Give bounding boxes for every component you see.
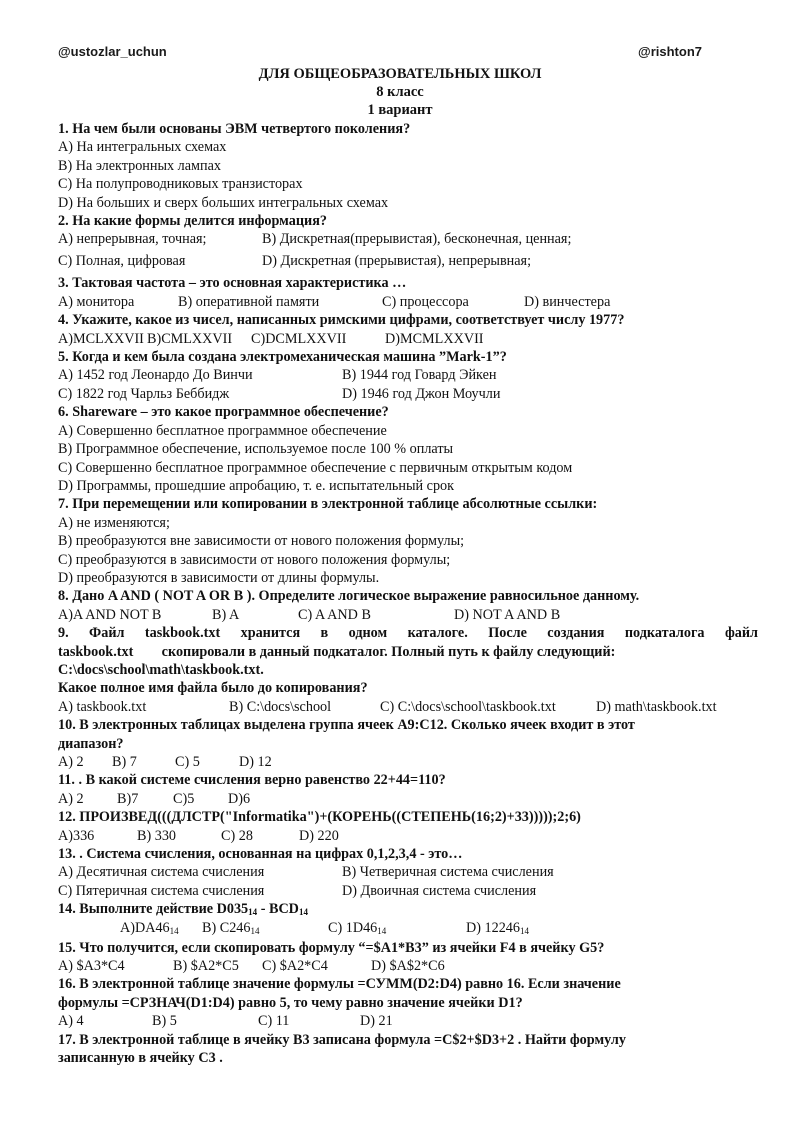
q1-option-c: C) На полупроводниковых транзисторах — [58, 176, 303, 193]
question-16-line-1: 16. В электронной таблице значение формулы =СУММ(D2:D4) равно 16. Если значение — [58, 976, 621, 993]
q11-option-b: B)7 — [117, 790, 139, 807]
q12-option-a: A)336 — [58, 827, 95, 844]
q12-option-b: B) 330 — [137, 827, 177, 844]
q9-option-c: C) C:\docs\school\taskbook.txt — [380, 698, 556, 715]
q15-option-b: B) $A2*C5 — [173, 958, 239, 975]
q16-option-a: A) 4 — [58, 1013, 84, 1030]
q11-option-c: C)5 — [173, 790, 195, 807]
q14-option-d: D) $12246_{14}$ — [466, 919, 529, 936]
question-14: 14. Выполните действие $D035_{14} - BCD_{14}$ — [58, 901, 308, 918]
question-9-line-1: 9. Файл taskbook.txt хранится в одном каталоге. После создания подкаталога файл — [58, 625, 758, 642]
q13-option-a: A) Десятичная система счисления — [58, 864, 265, 881]
left-channel-handle: @ustozlar_uchun — [58, 44, 167, 59]
question-10-line-2: диапазон? — [58, 735, 124, 752]
question-11: 11. . В какой системе счисления верно равенство 22+44=110? — [58, 772, 446, 789]
q15-option-d: D) $A$2*C6 — [371, 958, 445, 975]
question-6: 6. Shareware – это какое программное обеспечение? — [58, 404, 389, 421]
q5-option-d: D) 1946 год Джон Моучли — [342, 385, 501, 402]
q3-option-d: D) винчестера — [524, 293, 611, 310]
q11-option-d: D)6 — [228, 790, 251, 807]
question-13: 13. . Система счисления, основанная на цифрах 0,1,2,3,4 - это… — [58, 846, 463, 863]
q3-option-a: A) монитора — [58, 293, 135, 310]
q10-option-c: C) 5 — [175, 754, 200, 770]
q1-option-d: D) На больших и сверх больших интегральных схемах — [58, 194, 389, 211]
question-9-ask: Какое полное имя файла было до копирования? — [58, 680, 368, 697]
right-channel-handle: @rishton7 — [638, 44, 702, 59]
q9-option-a: A) taskbook.txt — [58, 698, 147, 715]
q1-option-b: B) На электронных лампах — [58, 157, 221, 174]
question-list — [58, 120, 758, 1068]
q14-option-a: $A)DA46_{14}$ — [120, 919, 179, 936]
q15-option-a: A) $A3*C4 — [58, 958, 125, 975]
q2-option-a: A) непрерывная, точная; — [58, 231, 207, 248]
grade-label: 8 класс — [376, 84, 424, 100]
q9-option-b: B) C:\docs\school — [229, 698, 332, 715]
q7-option-b: B) преобразуются вне зависимости от нового положения формулы; — [58, 533, 465, 550]
q8-option-b: B) A — [212, 606, 240, 623]
q2-option-b: B) Дискретная(прерывистая), бесконечная, ценная; — [262, 231, 572, 248]
q2-option-c: C) Полная, цифровая — [58, 253, 186, 270]
question-10-line-1: 10. В электронных таблицах выделена группа ячеек A9:C12. Сколько ячеек входит в этот — [58, 717, 635, 734]
question-2: 2. На какие формы делится информация? — [58, 213, 327, 230]
q10-option-a: A) 2 — [58, 754, 84, 770]
q8-option-c: C) A AND B — [298, 606, 371, 623]
q7-option-a: A) не изменяются; — [58, 514, 170, 531]
q5-option-c: C) 1822 год Чарльз Беббидж — [58, 385, 230, 402]
q6-option-b: B) Программное обеспечение, используемое после 100 % оплаты — [58, 441, 454, 458]
q4-option-d: D)MCMLXXVII — [385, 330, 484, 347]
q13-option-b: B) Четверичная система счисления — [342, 864, 554, 881]
q12-option-c: C) 28 — [221, 827, 253, 844]
question-12: 12. ПРОИЗВЕД(((ДЛСТР("Informatika")+(КОРЕНЬ((СТЕПЕНЬ(16;2)+33)))));2;6) — [58, 809, 581, 826]
q5-option-a: A) 1452 год Леонардо До Винчи — [58, 367, 253, 384]
q10-option-b: B) 7 — [112, 754, 137, 770]
question-15: 15. Что получится, если скопировать формулу “=$A1*B3” из ячейки F4 в ячейку G5? — [58, 939, 605, 956]
q1-option-a: A) На интегральных схемах — [58, 139, 227, 156]
variant-label: 1 вариант — [367, 102, 433, 118]
q8-option-d: D) NOT A AND B — [454, 606, 561, 623]
question-4: 4. Укажите, какое из чисел, написанных римскими цифрами, соответствует числу 1977? — [58, 312, 625, 329]
q2-option-d: D) Дискретная (прерывистая), непрерывная; — [262, 253, 532, 270]
q11-option-a: A) 2 — [58, 790, 84, 807]
q12-option-d: D) 220 — [299, 827, 339, 844]
q16-option-c: C) 11 — [258, 1013, 290, 1030]
question-9-line-2: taskbook.txt скопировали в данный подкаталог. Полный путь к файлу следующий: — [58, 643, 616, 660]
question-3: 3. Тактовая частота – это основная характеристика … — [58, 275, 407, 292]
question-5: 5. Когда и кем была создана электромеханическая машина ”Mark-1”? — [58, 349, 507, 366]
q16-option-b: B) 5 — [152, 1013, 177, 1030]
q10-option-d: D) 12 — [239, 754, 272, 770]
question-9-path: C:\docs\school\math\taskbook.txt. — [58, 661, 264, 678]
q3-option-c: C) процессора — [382, 293, 469, 310]
q16-option-d: D) 21 — [360, 1013, 393, 1030]
q13-option-c: C) Пятеричная система счисления — [58, 882, 265, 899]
q5-option-b: B) 1944 год Говард Эйкен — [342, 367, 497, 384]
question-17-line-1: 17. В электронной таблице в ячейку B3 записана формула =C$2+$D3+2 . Найти формулу — [58, 1031, 626, 1048]
question-16-line-2: формулы =СРЗНАЧ(D1:D4) равно 5, то чему равно значение ячейки D1? — [58, 994, 523, 1011]
q6-option-c: C) Совершенно бесплатное программное обеспечение с первичным открытым кодом — [58, 459, 573, 476]
q7-option-d: D) преобразуются в зависимости от длины формулы. — [58, 569, 380, 586]
question-7: 7. При перемещении или копировании в электронной таблице абсолютные ссылки: — [58, 496, 598, 513]
q4-option-b: B)CMLXXVII — [147, 330, 233, 347]
q6-option-d: D) Программы, прошедшие апробацию, т. е. испытательный срок — [58, 477, 455, 494]
q14-option-c: C) $1D46_{14}$ — [328, 919, 387, 936]
q4-option-c: C)DCMLXXVII — [251, 330, 347, 347]
q4-option-a: A)MCLXXVII — [58, 330, 144, 347]
q14-option-b: B) $C246_{14}$ — [202, 919, 260, 936]
question-17-line-2: записанную в ячейку C3 . — [58, 1050, 223, 1067]
question-8: 8. Дано A AND ( NOT A OR B ). Определите логическое выражение равносильное данному. — [58, 588, 640, 605]
q8-option-a: A)A AND NOT B — [58, 606, 162, 623]
q3-option-b: B) оперативной памяти — [178, 293, 320, 310]
question-1: 1. На чем были основаны ЭВМ четвертого поколения? — [58, 121, 411, 137]
q7-option-c: C) преобразуются в зависимости от нового положения формулы; — [58, 551, 451, 568]
q15-option-c: C) $A2*C4 — [262, 958, 328, 975]
q9-option-d: D) math\taskbook.txt — [596, 698, 717, 715]
q6-option-a: A) Совершенно бесплатное программное обеспечение — [58, 422, 387, 439]
page-title: ДЛЯ ОБЩЕОБРАЗОВАТЕЛЬНЫХ ШКОЛ — [258, 66, 542, 82]
q13-option-d: D) Двоичная система счисления — [342, 882, 537, 899]
